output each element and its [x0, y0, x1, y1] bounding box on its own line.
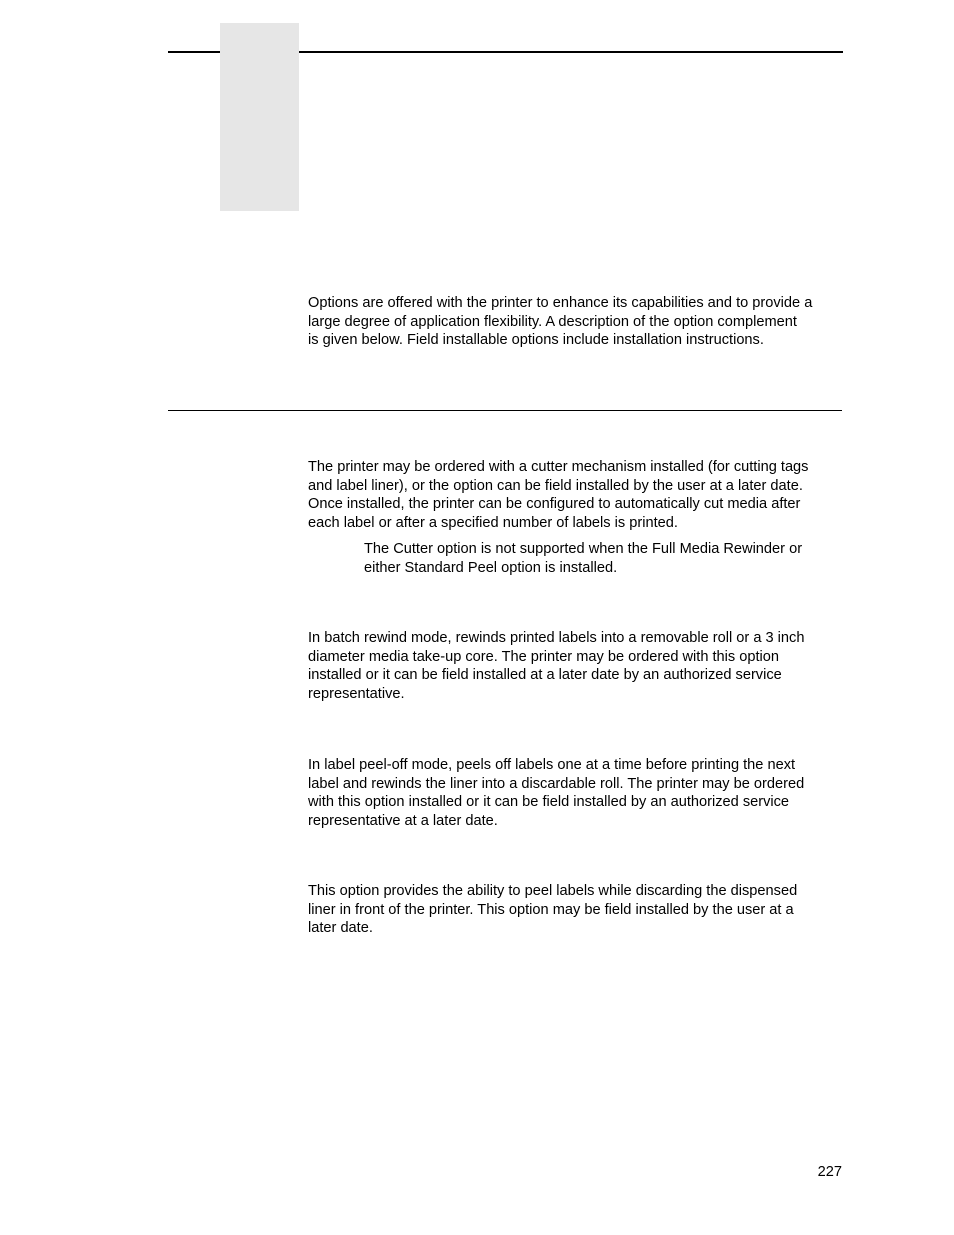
header-rule-right [299, 51, 843, 53]
section-divider [168, 410, 842, 411]
chapter-tab [220, 23, 299, 211]
cutter-paragraph: The printer may be ordered with a cutter mechanism installed (for cutting tags and label liner), or the option can be field installed by the user at a later date. Once installed, the printer can be configured to automatically cut media after each label or after a specified number of labels is printed. [308, 459, 809, 531]
header-rule-left [168, 51, 220, 53]
page-number: 227 [817, 1164, 842, 1180]
peel-discard-paragraph: This option provides the ability to peel labels while discarding the dispensed liner in front of the printer. This option may be field installed by the user at a later date. [308, 883, 798, 937]
cutter-note: The Cutter option is not supported when the Full Media Rewinder or either Standard Peel option is installed. [364, 541, 803, 576]
rewinder-paragraph: In batch rewind mode, rewinds printed labels into a removable roll or a 3 inch diameter media take-up core. The printer may be ordered with this option installed or it can be field installed at a later date by an authorized service representative. [308, 630, 805, 702]
intro-paragraph: Options are offered with the printer to enhance its capabilities and to provide a large degree of application flexibility. A description of the option complement is given below. Field installable options include installation instructions. [308, 295, 813, 349]
peel-rewind-paragraph: In label peel-off mode, peels off labels one at a time before printing the next label and rewinds the liner into a discardable roll. The printer may be ordered with this option installed or it can be field installed by an authorized service representative at a later date. [308, 757, 805, 829]
